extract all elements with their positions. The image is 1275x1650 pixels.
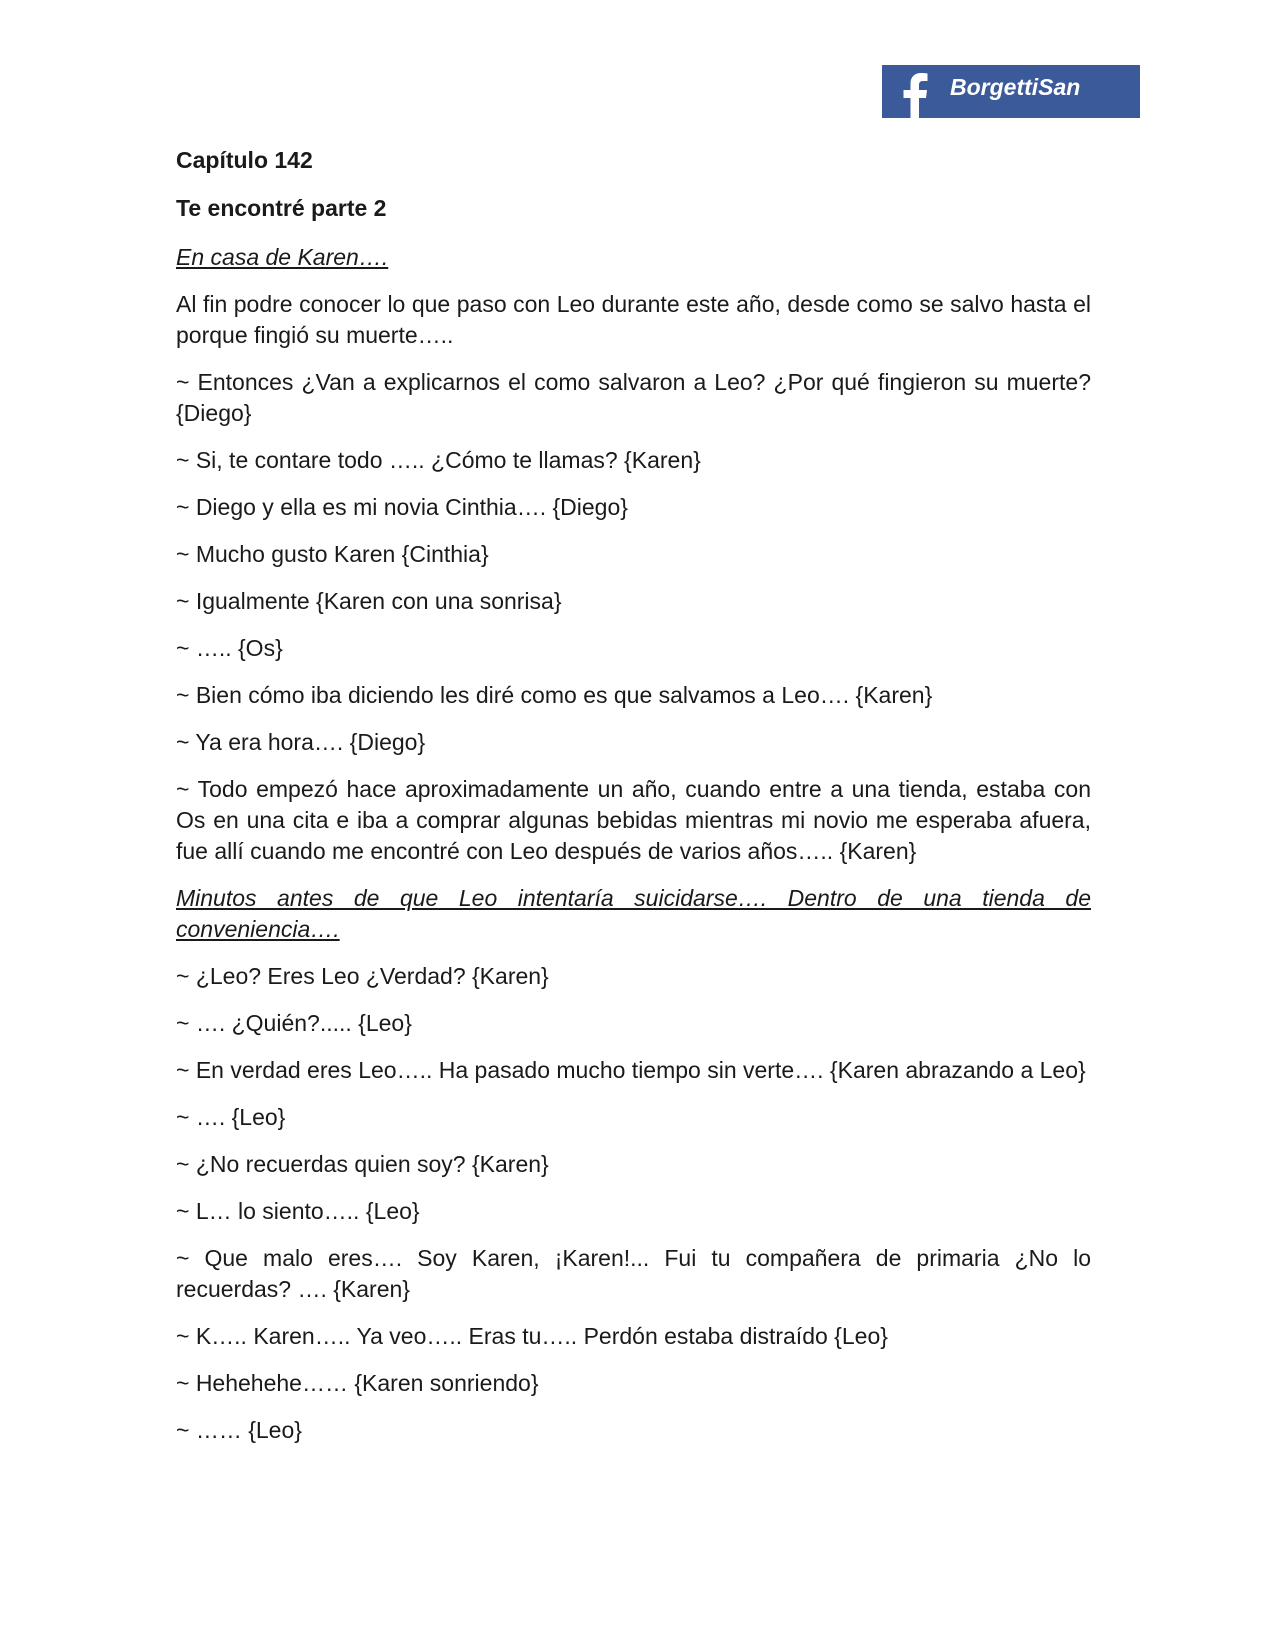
scene-heading: Minutos antes de que Leo intentaría suicidarse…. Dentro de una tienda de conveniencia….	[176, 885, 1091, 942]
dialogue-line: ~ …. ¿Quién?..... {Leo}	[176, 1010, 412, 1036]
document-page	[176, 146, 1091, 1462]
dialogue-line: ~ Si, te contare todo ….. ¿Cómo te llamas? {Karen}	[176, 447, 701, 473]
dialogue-line: ~ ¿No recuerdas quien soy? {Karen}	[176, 1151, 549, 1177]
dialogue-line: ~ K….. Karen….. Ya veo….. Eras tu….. Perdón estaba distraído {Leo}	[176, 1323, 888, 1349]
dialogue-line: ~ Todo empezó hace aproximadamente un año, cuando entre a una tienda, estaba con Os en una cita e iba a comprar algunas bebidas mientras mi novio me esperaba afuera, fue allí cuando me encontré con Leo después de varios años….. {Karen}	[176, 776, 1091, 864]
chapter-number: Capítulo 142	[176, 147, 313, 173]
dialogue-line: ~ ….. {Os}	[176, 635, 283, 661]
dialogue-line: ~ ¿Leo? Eres Leo ¿Verdad? {Karen}	[176, 963, 549, 989]
dialogue-line: ~ Entonces ¿Van a explicarnos el como salvaron a Leo? ¿Por qué fingieron su muerte? {Diego}	[176, 369, 1091, 426]
dialogue-line: ~ L… lo siento….. {Leo}	[176, 1198, 420, 1224]
dialogue-line: ~ Que malo eres…. Soy Karen, ¡Karen!... Fui tu compañera de primaria ¿No lo recuerdas? …. {Karen}	[176, 1245, 1091, 1302]
facebook-badge[interactable]	[882, 65, 1140, 118]
dialogue-line: ~ Diego y ella es mi novia Cinthia…. {Diego}	[176, 494, 628, 520]
scene-heading: En casa de Karen….	[176, 244, 389, 270]
dialogue-line: ~ Mucho gusto Karen {Cinthia}	[176, 541, 489, 567]
dialogue-line: ~ …. {Leo}	[176, 1104, 286, 1130]
facebook-f-icon	[882, 65, 940, 118]
dialogue-line: ~ …… {Leo}	[176, 1417, 302, 1443]
narration-paragraph: Al fin podre conocer lo que paso con Leo durante este año, desde como se salvo hasta el porque fingió su muerte…..	[176, 291, 1091, 348]
dialogue-line: ~ Bien cómo iba diciendo les diré como es que salvamos a Leo…. {Karen}	[176, 682, 933, 708]
dialogue-line: ~ Igualmente {Karen con una sonrisa}	[176, 588, 562, 614]
dialogue-line: ~ En verdad eres Leo….. Ha pasado mucho tiempo sin verte…. {Karen abrazando a Leo}	[176, 1057, 1086, 1083]
facebook-page-name: BorgettiSan	[950, 74, 1081, 100]
dialogue-line: ~ Hehehehe…… {Karen sonriendo}	[176, 1370, 539, 1396]
dialogue-line: ~ Ya era hora…. {Diego}	[176, 729, 426, 755]
chapter-title: Te encontré parte 2	[176, 195, 387, 221]
